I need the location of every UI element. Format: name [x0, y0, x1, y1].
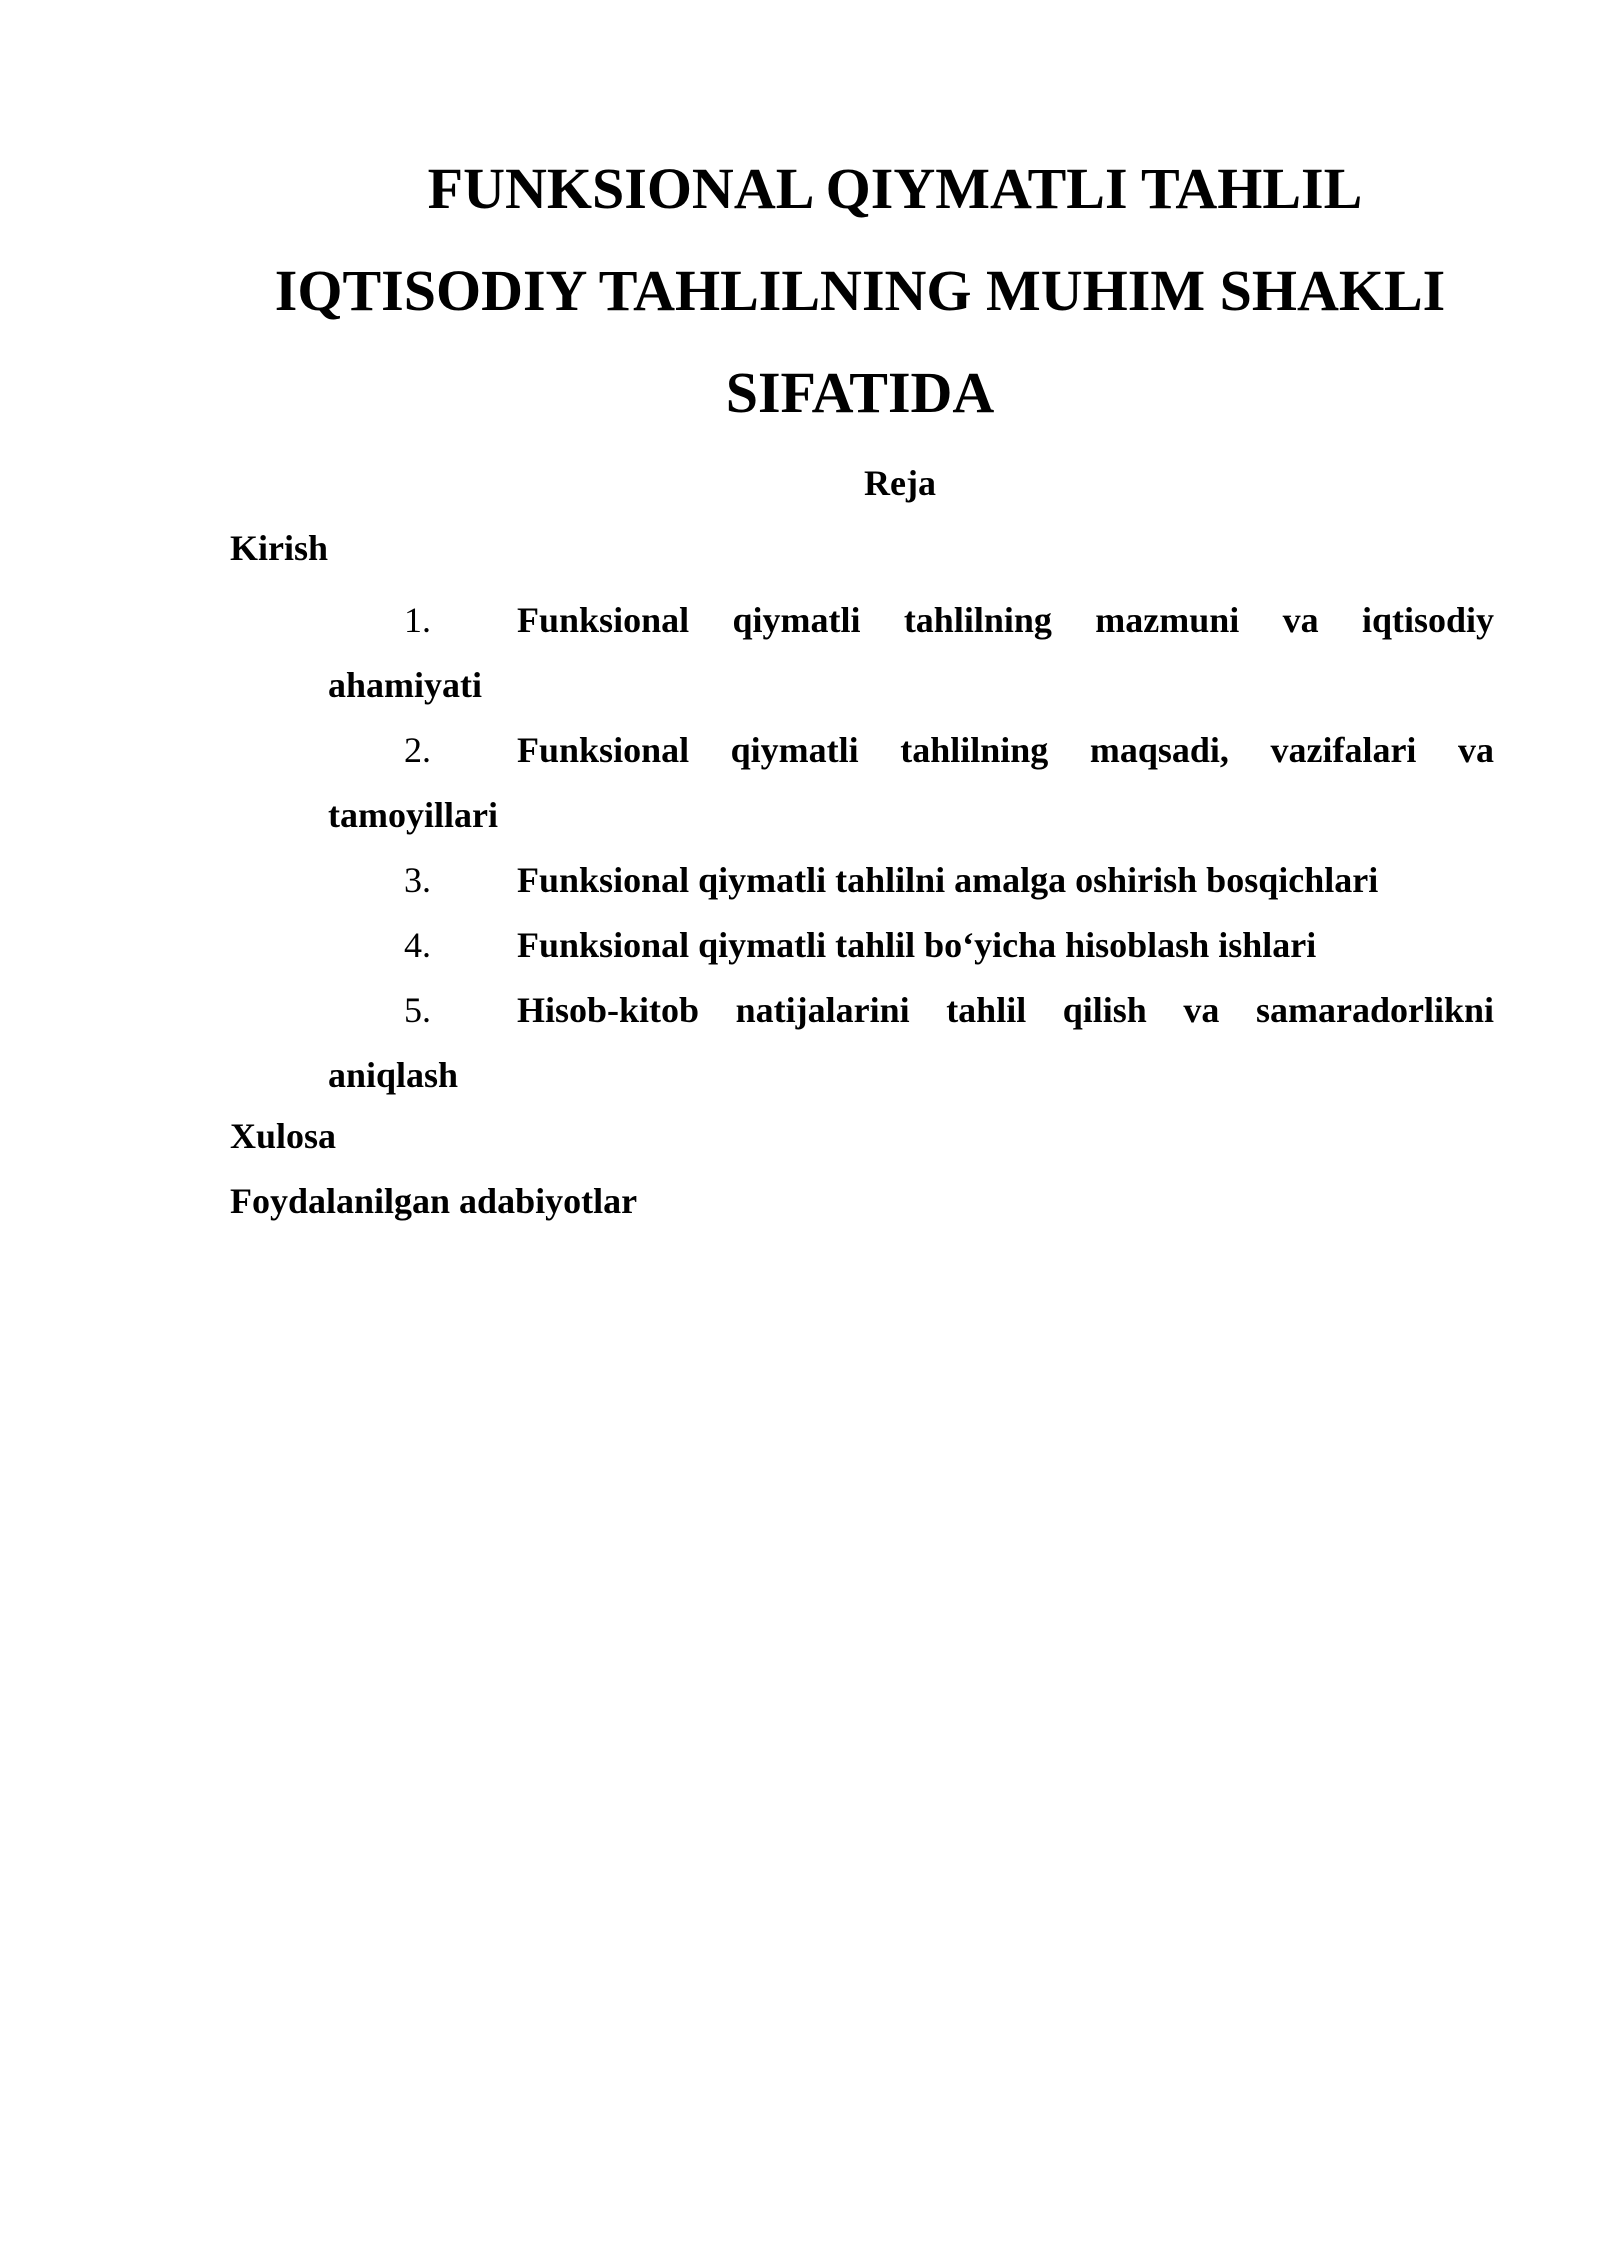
plan-item-number: 4.	[404, 925, 431, 965]
plan-item-2	[328, 718, 1494, 848]
plan-item-continuation: tamoyillari	[328, 795, 498, 835]
plan-item-text: Hisob-kitob natijalarini tahlil qilish va samaradorlikni	[517, 990, 1494, 1030]
plan-item-number: 5.	[404, 990, 431, 1030]
plan-item-text: Funksional qiymatli tahlilning mazmuni va iqtisodiy	[517, 600, 1494, 640]
conclusion-heading: Xulosa	[230, 1116, 337, 1156]
plan-item-text: Funksional qiymatli tahlilning maqsadi, vazifalari va	[517, 730, 1494, 770]
plan-item-text: Funksional qiymatli tahlilni amalga oshirish bosqichlari	[517, 860, 1379, 900]
plan-item-number: 2.	[404, 730, 431, 770]
plan-item-number: 1.	[404, 600, 431, 640]
title-line-2: IQTISODIY TAHLILNING MUHIM SHAKLI	[274, 258, 1446, 323]
plan-item-continuation: aniqlash	[328, 1055, 459, 1095]
title-line-3: SIFATIDA	[725, 360, 995, 425]
plan-item-4	[328, 913, 1494, 978]
title-line-1: FUNKSIONAL QIYMATLI TAHLIL	[427, 156, 1363, 221]
plan-item-number: 3.	[404, 860, 431, 900]
plan-item-text: Funksional qiymatli tahlil bo‘yicha hisoblash ishlari	[517, 925, 1317, 965]
references-heading: Foydalanilgan adabiyotlar	[230, 1181, 638, 1221]
plan-item-1	[328, 588, 1494, 718]
intro-heading: Kirish	[230, 528, 329, 568]
plan-heading: Reja	[864, 463, 936, 503]
plan-item-3	[328, 848, 1494, 913]
plan-item-continuation: ahamiyati	[328, 665, 483, 705]
plan-item-5	[328, 978, 1494, 1108]
